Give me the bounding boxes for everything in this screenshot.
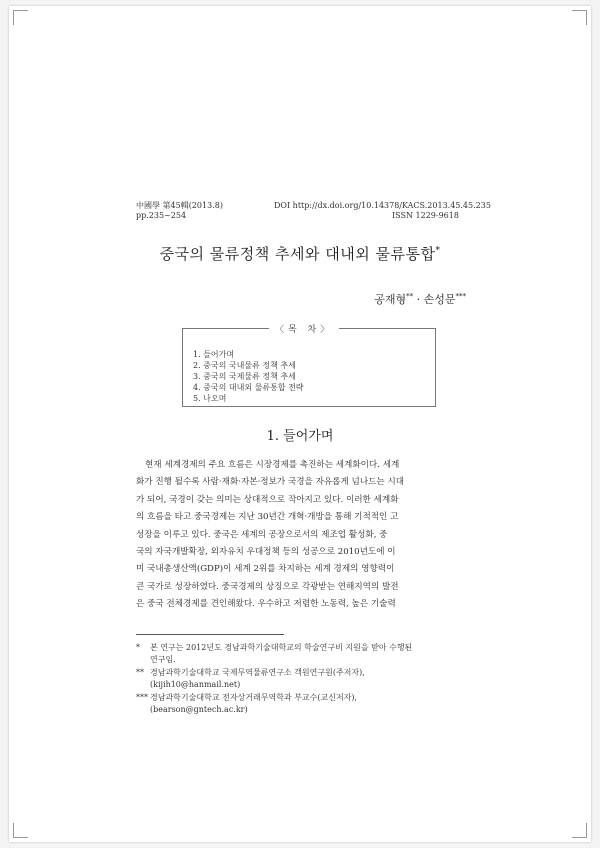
body-line: 가 되어, 국경이 갖는 의미는 상대적으로 작아지고 있다. 이러한 세계화 — [136, 494, 399, 505]
author-line — [374, 291, 466, 307]
body-line: 미 국내총생산액(GDP)이 세계 2위를 차지하는 세계 경제의 영향력이 — [136, 564, 395, 575]
crop-mark-top-left — [13, 10, 28, 25]
toc-item: 5. 나오며 — [193, 394, 227, 403]
page-range: pp.235~254 — [136, 211, 187, 220]
footnote-email[interactable]: (kijih10@hanmail.net) — [150, 680, 241, 689]
footnote-line: 경남과학기술대학교 전자상거래무역학과 부교수(교신저자), — [150, 693, 358, 702]
body-line: 은 중국 전체경제를 견인해왔다. 우수하고 저렴한 노동력, 높은 기술력 — [136, 599, 396, 610]
journal-info: 中國學 第45輯(2013.8) — [136, 201, 223, 210]
footnote-line: 경남과학기술대학교 국제무역물류연구소 객원연구원(주저자), — [150, 668, 365, 677]
footnote-divider — [136, 634, 284, 635]
section-heading: 1. 들어가며 — [266, 429, 334, 444]
toc-list — [193, 349, 304, 404]
body-line: 성장을 이루고 있다. 중국은 세계의 공장으로서의 제조업 활성화, 중 — [136, 529, 388, 540]
doi-link[interactable]: DOI http://dx.doi.org/10.14378/KACS.2013.45.45.235 — [274, 201, 491, 210]
footnote-funding — [136, 642, 466, 666]
table-of-contents — [182, 325, 436, 407]
body-line: 큰 국가로 성장하였다. 중국경제의 상징으로 각광받는 연해지역의 발전 — [136, 581, 399, 592]
toc-item: 1. 들어가며 — [193, 350, 235, 359]
footnote-mark: *** — [136, 693, 148, 702]
crop-mark-bottom-left — [13, 823, 28, 838]
title-footnote-mark: * — [435, 246, 441, 256]
footnote-email[interactable]: (bearson@gntech.ac.kr) — [150, 705, 248, 714]
issn: ISSN 1229-9618 — [392, 211, 459, 220]
footnote-mark: * — [136, 643, 140, 652]
body-paragraph — [136, 457, 463, 614]
title-text: 중국의 물류정책 추세와 대내외 물류통합 — [159, 245, 436, 263]
footnote-line: 연구임. — [150, 655, 176, 664]
footnote-author-1 — [136, 667, 466, 691]
author-second-mark: *** — [455, 292, 466, 301]
author-first: 공재형 — [374, 293, 407, 306]
toc-heading: 〈목 차〉 — [269, 322, 339, 335]
author-first-mark: ** — [406, 292, 414, 301]
footnote-author-2 — [136, 692, 466, 716]
author-second: 손성문 — [423, 293, 456, 306]
body-line: 화가 진행 될수록 사람·재화·자본·정보가 국경을 자유롭게 넘나드는 시대 — [136, 477, 405, 488]
crop-mark-bottom-right — [572, 823, 587, 838]
toc-item: 3. 중국의 국제물류 정책 추세 — [193, 372, 296, 381]
body-line: 현재 세계경제의 주요 흐름은 시장경제를 촉진하는 세계화이다. 세계 — [145, 460, 400, 470]
body-line: 국의 자국개발확장, 외자유치 우대정책 등의 성공으로 2010년도에 이 — [136, 546, 396, 557]
toc-item: 2. 중국의 국내물류 정책 추세 — [193, 361, 296, 370]
toc-item: 4. 중국의 대내외 물류통합 전략 — [193, 383, 304, 392]
body-line: 의 흐름을 타고 중국경제는 지난 30년간 개혁·개방을 통해 기적적인 고 — [136, 512, 399, 523]
crop-mark-top-right — [572, 10, 587, 25]
paper-page — [9, 6, 591, 842]
author-separator: · — [413, 293, 424, 306]
paper-title — [110, 243, 490, 264]
footnote-line: 본 연구는 2012년도 경남과학기술대학교의 학술연구비 지원을 받아 수행된 — [150, 643, 413, 652]
footnote-mark: ** — [136, 668, 144, 677]
